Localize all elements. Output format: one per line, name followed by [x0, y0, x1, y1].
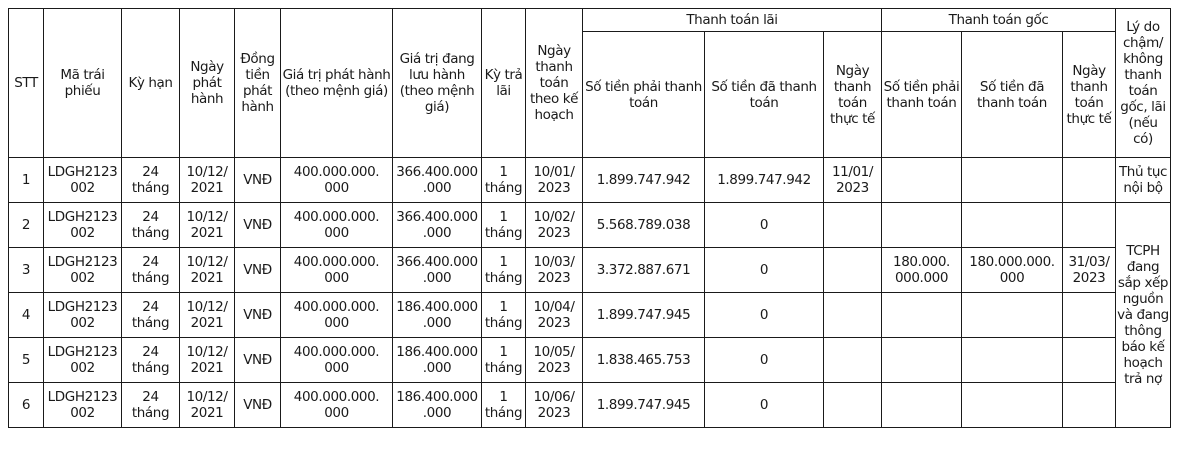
cell-term: 24 tháng	[122, 338, 180, 383]
header-principal-actual-date: Ngày thanh toán thực tế	[1063, 32, 1116, 158]
header-issue-value: Giá trị phát hành (theo mệnh giá)	[281, 9, 393, 158]
cell-interest-paid: 0	[705, 383, 824, 428]
cell-principal-actual-date	[1063, 158, 1116, 203]
cell-interest-paid: 1.899.747.942	[705, 158, 824, 203]
cell-interest-period: 1 tháng	[482, 293, 526, 338]
header-interest-due: Số tiền phải thanh toán	[583, 32, 705, 158]
cell-outstanding-value: 366.400.000 .000	[393, 248, 482, 293]
cell-interest-period: 1 tháng	[482, 203, 526, 248]
cell-principal-due	[882, 338, 962, 383]
cell-outstanding-value: 366.400.000 .000	[393, 203, 482, 248]
cell-stt: 6	[9, 383, 44, 428]
cell-principal-paid	[962, 383, 1063, 428]
cell-outstanding-value: 186.400.000 .000	[393, 338, 482, 383]
cell-planned-payment-date: 10/05/ 2023	[526, 338, 583, 383]
cell-issue-value: 400.000.000. 000	[281, 293, 393, 338]
cell-planned-payment-date: 10/03/ 2023	[526, 248, 583, 293]
cell-issue-date: 10/12/ 2021	[180, 293, 235, 338]
cell-stt: 2	[9, 203, 44, 248]
cell-principal-due	[882, 158, 962, 203]
cell-currency: VNĐ	[235, 248, 281, 293]
cell-planned-payment-date: 10/04/ 2023	[526, 293, 583, 338]
cell-interest-due: 1.899.747.945	[583, 383, 705, 428]
cell-interest-period: 1 tháng	[482, 158, 526, 203]
cell-bond-code: LDGH2123 002	[44, 293, 122, 338]
table-row	[9, 338, 1171, 383]
cell-interest-due: 1.838.465.753	[583, 338, 705, 383]
cell-reason-merged: TCPH đang sắp xếp nguồn và đang thông báo kế hoạch trả nợ	[1116, 203, 1171, 428]
cell-principal-due: 180.000. 000.000	[882, 248, 962, 293]
cell-term: 24 tháng	[122, 248, 180, 293]
cell-stt: 3	[9, 248, 44, 293]
cell-currency: VNĐ	[235, 293, 281, 338]
cell-term: 24 tháng	[122, 158, 180, 203]
cell-bond-code: LDGH2123 002	[44, 203, 122, 248]
cell-currency: VNĐ	[235, 383, 281, 428]
header-interest-period: Kỳ trả lãi	[482, 9, 526, 158]
bond-payment-table-container	[8, 8, 1171, 428]
cell-principal-paid	[962, 158, 1063, 203]
table-row	[9, 293, 1171, 338]
cell-interest-period: 1 tháng	[482, 248, 526, 293]
cell-interest-paid: 0	[705, 203, 824, 248]
table-body	[9, 158, 1171, 428]
cell-currency: VNĐ	[235, 158, 281, 203]
header-bond-code: Mã trái phiếu	[44, 9, 122, 158]
cell-interest-actual-date: 11/01/ 2023	[824, 158, 882, 203]
cell-principal-actual-date	[1063, 293, 1116, 338]
table-row	[9, 203, 1171, 248]
header-outstanding-value: Giá trị đang lưu hành (theo mệnh giá)	[393, 9, 482, 158]
cell-planned-payment-date: 10/01/ 2023	[526, 158, 583, 203]
cell-interest-due: 1.899.747.942	[583, 158, 705, 203]
cell-bond-code: LDGH2123 002	[44, 383, 122, 428]
cell-term: 24 tháng	[122, 293, 180, 338]
cell-interest-paid: 0	[705, 338, 824, 383]
cell-issue-value: 400.000.000. 000	[281, 158, 393, 203]
cell-principal-due	[882, 383, 962, 428]
header-reason: Lý do chậm/ không thanh toán gốc, lãi (nếu có)	[1116, 9, 1171, 158]
cell-interest-due: 5.568.789.038	[583, 203, 705, 248]
cell-issue-value: 400.000.000. 000	[281, 203, 393, 248]
header-planned-payment-date: Ngày thanh toán theo kế hoạch	[526, 9, 583, 158]
cell-outstanding-value: 186.400.000 .000	[393, 293, 482, 338]
cell-principal-actual-date: 31/03/ 2023	[1063, 248, 1116, 293]
cell-stt: 4	[9, 293, 44, 338]
cell-principal-due	[882, 293, 962, 338]
cell-principal-paid: 180.000.000. 000	[962, 248, 1063, 293]
cell-principal-due	[882, 203, 962, 248]
header-principal-group: Thanh toán gốc	[882, 9, 1116, 32]
table-row	[9, 383, 1171, 428]
cell-issue-date: 10/12/ 2021	[180, 203, 235, 248]
cell-principal-paid	[962, 203, 1063, 248]
cell-bond-code: LDGH2123 002	[44, 338, 122, 383]
cell-term: 24 tháng	[122, 203, 180, 248]
cell-planned-payment-date: 10/02/ 2023	[526, 203, 583, 248]
header-principal-due: Số tiền phải thanh toán	[882, 32, 962, 158]
cell-outstanding-value: 366.400.000 .000	[393, 158, 482, 203]
header-stt: STT	[9, 9, 44, 158]
cell-principal-actual-date	[1063, 383, 1116, 428]
cell-interest-actual-date	[824, 203, 882, 248]
cell-interest-due: 1.899.747.945	[583, 293, 705, 338]
cell-reason: Thủ tục nội bộ	[1116, 158, 1171, 203]
cell-issue-value: 400.000.000. 000	[281, 383, 393, 428]
header-principal-paid: Số tiền đã thanh toán	[962, 32, 1063, 158]
cell-currency: VNĐ	[235, 203, 281, 248]
cell-issue-date: 10/12/ 2021	[180, 338, 235, 383]
cell-interest-actual-date	[824, 383, 882, 428]
header-interest-group: Thanh toán lãi	[583, 9, 882, 32]
cell-interest-paid: 0	[705, 293, 824, 338]
table-header	[9, 9, 1171, 158]
cell-bond-code: LDGH2123 002	[44, 248, 122, 293]
table-row	[9, 158, 1171, 203]
cell-interest-period: 1 tháng	[482, 383, 526, 428]
cell-stt: 1	[9, 158, 44, 203]
cell-planned-payment-date: 10/06/ 2023	[526, 383, 583, 428]
header-interest-paid: Số tiền đã thanh toán	[705, 32, 824, 158]
header-issue-date: Ngày phát hành	[180, 9, 235, 158]
table-row	[9, 248, 1171, 293]
cell-interest-actual-date	[824, 293, 882, 338]
cell-bond-code: LDGH2123 002	[44, 158, 122, 203]
cell-principal-actual-date	[1063, 203, 1116, 248]
cell-issue-date: 10/12/ 2021	[180, 248, 235, 293]
cell-interest-actual-date	[824, 248, 882, 293]
cell-principal-actual-date	[1063, 338, 1116, 383]
bond-payment-table	[8, 8, 1171, 428]
cell-interest-period: 1 tháng	[482, 338, 526, 383]
header-currency: Đồng tiền phát hành	[235, 9, 281, 158]
cell-principal-paid	[962, 293, 1063, 338]
cell-stt: 5	[9, 338, 44, 383]
header-term: Kỳ hạn	[122, 9, 180, 158]
cell-currency: VNĐ	[235, 338, 281, 383]
cell-principal-paid	[962, 338, 1063, 383]
cell-interest-actual-date	[824, 338, 882, 383]
cell-issue-date: 10/12/ 2021	[180, 383, 235, 428]
cell-interest-due: 3.372.887.671	[583, 248, 705, 293]
cell-outstanding-value: 186.400.000 .000	[393, 383, 482, 428]
cell-interest-paid: 0	[705, 248, 824, 293]
cell-issue-date: 10/12/ 2021	[180, 158, 235, 203]
cell-issue-value: 400.000.000. 000	[281, 248, 393, 293]
cell-issue-value: 400.000.000. 000	[281, 338, 393, 383]
header-interest-actual-date: Ngày thanh toán thực tế	[824, 32, 882, 158]
cell-term: 24 tháng	[122, 383, 180, 428]
